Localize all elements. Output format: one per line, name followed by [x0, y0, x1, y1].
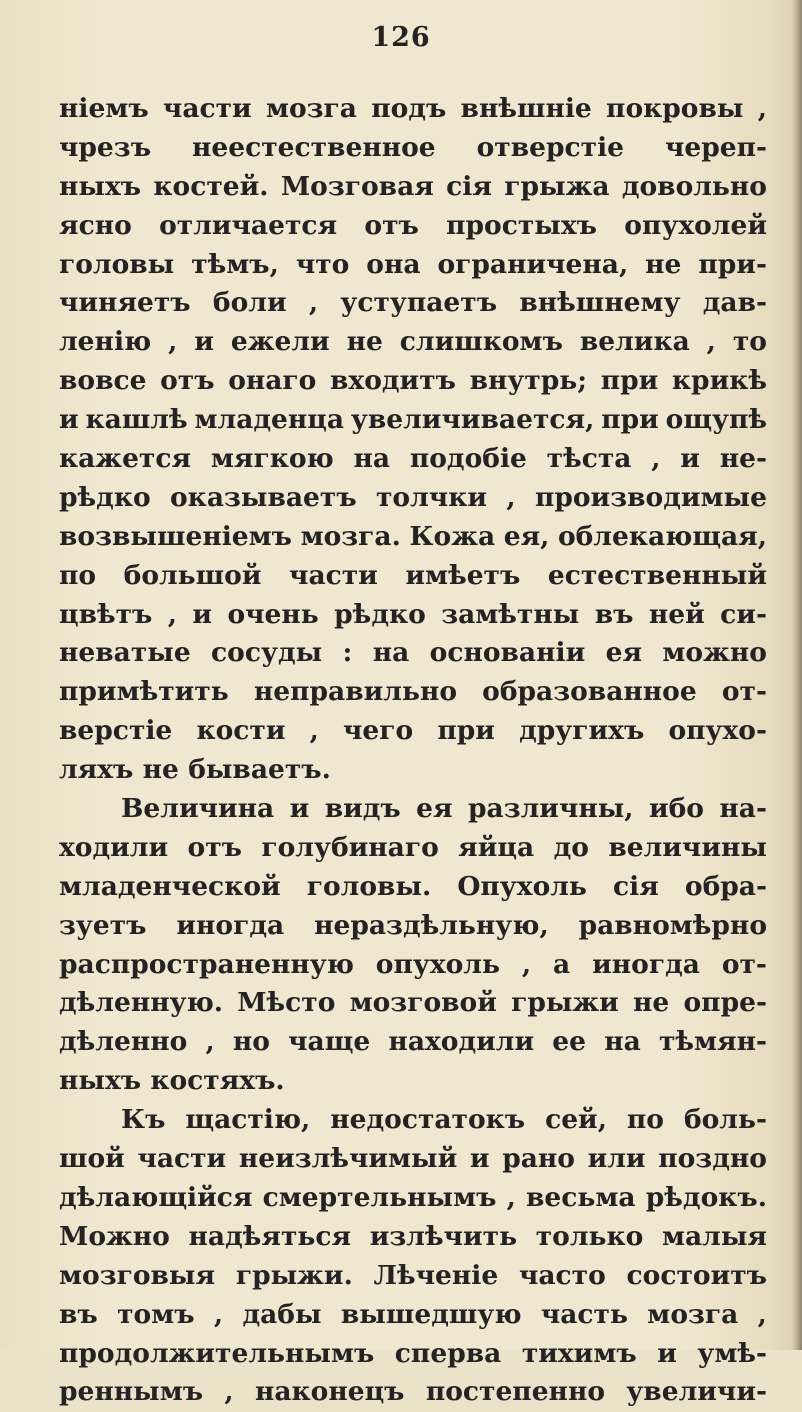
- word: дабы: [242, 1298, 322, 1330]
- word: ,: [167, 598, 177, 630]
- word: ограничена,: [437, 248, 629, 280]
- word: вышедшую: [340, 1298, 522, 1330]
- word: ,: [706, 326, 716, 358]
- word: ,: [521, 948, 532, 980]
- word: Величина: [121, 793, 275, 825]
- word: она: [366, 248, 421, 280]
- word: при-: [698, 248, 767, 280]
- text-line: [59, 479, 767, 518]
- word: не: [633, 987, 670, 1019]
- word: костей.: [153, 170, 269, 202]
- word: ,: [224, 1376, 234, 1408]
- word: находили: [388, 1026, 535, 1058]
- word: ,: [506, 1181, 516, 1213]
- text-line: [59, 1179, 767, 1218]
- word: опухоль: [375, 948, 500, 980]
- word: мозга: [647, 1298, 739, 1330]
- text-line: [59, 168, 767, 207]
- word: равномѣрно: [578, 909, 767, 941]
- text-line: [59, 946, 767, 985]
- word: реннымъ: [59, 1376, 204, 1408]
- word: неватые: [59, 637, 191, 669]
- word: мозговой: [349, 987, 497, 1019]
- word: рѣдко: [59, 481, 151, 513]
- word: не: [346, 326, 383, 358]
- text-line: [59, 751, 767, 790]
- text-line: [59, 907, 767, 946]
- word: ныхъ: [59, 1065, 142, 1097]
- word: ленію: [59, 326, 152, 358]
- word: по: [59, 559, 97, 591]
- word: отъ: [160, 365, 215, 397]
- word: дѣлающійся: [59, 1181, 253, 1213]
- word: наконецъ: [254, 1376, 405, 1408]
- word: ощупѣ: [665, 404, 767, 436]
- word: велика: [579, 326, 690, 358]
- word: при: [600, 365, 659, 397]
- word: дѣленную.: [59, 987, 223, 1019]
- word: въ: [59, 1298, 98, 1330]
- word: или: [587, 1143, 646, 1175]
- word: боль-: [683, 1104, 767, 1136]
- word: костяхъ.: [150, 1065, 285, 1097]
- word: подъ: [371, 93, 447, 124]
- word: обра-: [684, 870, 767, 902]
- word: имѣетъ: [405, 559, 521, 591]
- word: ,: [205, 1026, 215, 1058]
- word: на: [353, 443, 391, 475]
- text-line: [59, 829, 767, 868]
- word: опухо-: [668, 715, 767, 747]
- word: мозговыя: [59, 1259, 216, 1291]
- word: ибо: [648, 793, 704, 825]
- word: внутрь;: [469, 365, 588, 397]
- word: опре-: [683, 987, 767, 1019]
- text-line: [59, 401, 767, 440]
- word: распространенную: [59, 948, 354, 980]
- word: тихимъ: [521, 1337, 637, 1369]
- word: верстіе: [59, 715, 173, 747]
- word: другихъ: [519, 715, 645, 747]
- word: неправильно: [253, 676, 458, 708]
- word: не: [142, 754, 179, 786]
- word: на-: [719, 793, 767, 825]
- word: облекающая,: [557, 520, 767, 552]
- word: ,: [168, 326, 178, 358]
- word: вовсе: [59, 365, 147, 397]
- word: ,: [309, 715, 319, 747]
- word: увеличи-: [626, 1376, 767, 1408]
- text-line: [59, 984, 767, 1023]
- word: томъ: [117, 1298, 195, 1330]
- word: грыжа: [504, 170, 610, 202]
- word: рѣдко: [334, 598, 426, 630]
- word: рѣдокъ.: [645, 1181, 767, 1213]
- text-line: [59, 129, 767, 168]
- word: отъ: [187, 831, 242, 863]
- word: кажется: [59, 443, 192, 475]
- word: входитъ: [329, 365, 456, 397]
- word: ,: [651, 443, 661, 475]
- word: части: [137, 1143, 227, 1175]
- text-line: [59, 362, 767, 401]
- word: только: [535, 1220, 644, 1252]
- word: чаще: [288, 1026, 371, 1058]
- word: примѣтить: [59, 676, 229, 708]
- text-line: [59, 1062, 767, 1101]
- word: часто: [518, 1259, 606, 1291]
- word: мягкою: [210, 443, 334, 475]
- word: шой: [59, 1143, 125, 1175]
- word: части: [289, 559, 378, 591]
- text-line: [59, 712, 767, 751]
- page-number: 126: [371, 22, 431, 53]
- word: до: [553, 831, 589, 863]
- word: от-: [721, 676, 767, 708]
- word: Опухоль: [457, 870, 587, 902]
- word: ея: [416, 793, 453, 825]
- word: подобіе: [409, 443, 527, 475]
- word: слишкомъ: [399, 326, 563, 358]
- word: надѣяться: [188, 1220, 352, 1252]
- word: простыхъ: [446, 209, 597, 241]
- word: отверстіе: [476, 131, 624, 163]
- text-line: [59, 634, 767, 673]
- word: весьма: [526, 1181, 636, 1213]
- word: Кожа: [409, 520, 496, 552]
- word: и: [657, 1337, 677, 1369]
- word: кашлѣ: [85, 404, 188, 436]
- text-line: [59, 246, 767, 285]
- word: а: [553, 948, 571, 980]
- word: умѣ-: [697, 1337, 767, 1369]
- word: нераздѣльную,: [314, 909, 549, 941]
- word: и: [469, 1143, 490, 1175]
- word: грыжи.: [235, 1259, 353, 1291]
- word: иногда: [592, 948, 700, 980]
- word: мозга.: [300, 520, 401, 552]
- word: неестественное: [191, 131, 436, 163]
- word: производимые: [534, 481, 767, 513]
- binding-shadow: [792, 0, 802, 1350]
- paragraph: [59, 790, 767, 1101]
- word: тѣста: [546, 443, 632, 475]
- word: ея: [605, 637, 643, 669]
- word: Къ: [121, 1104, 166, 1136]
- word: череп-: [664, 131, 767, 163]
- word: Мозговая: [280, 170, 434, 202]
- word: крикѣ: [671, 365, 767, 397]
- word: ,: [757, 93, 767, 124]
- word: неизлѣчимый: [238, 1143, 458, 1175]
- word: бываетъ.: [188, 754, 331, 786]
- word: си-: [720, 598, 767, 630]
- text-line: [59, 1296, 767, 1335]
- text-line: [59, 790, 767, 829]
- word: но: [232, 1026, 270, 1058]
- text-line: [59, 207, 767, 246]
- word: Мѣсто: [237, 987, 336, 1019]
- paragraph: [59, 1101, 767, 1412]
- text-line: [59, 1335, 767, 1374]
- word: ныхъ: [59, 170, 142, 202]
- word: замѣтны: [441, 598, 580, 630]
- word: можно: [662, 637, 767, 669]
- word: ляхъ: [59, 754, 134, 786]
- word: не-: [719, 443, 767, 475]
- word: тѣмъ,: [191, 248, 279, 280]
- text-line: [59, 1023, 767, 1062]
- text-line: [59, 284, 767, 323]
- word: естественный: [547, 559, 767, 591]
- text-line: [59, 1373, 767, 1412]
- text-line: [59, 557, 767, 596]
- word: смертельнымъ: [262, 1181, 497, 1213]
- word: недостатокъ: [330, 1104, 526, 1136]
- word: сія: [613, 870, 659, 902]
- word: ней: [648, 598, 705, 630]
- word: чего: [343, 715, 414, 747]
- word: видъ: [324, 793, 401, 825]
- text-line: [59, 1218, 767, 1257]
- word: отъ: [364, 209, 419, 241]
- word: поздно: [658, 1143, 767, 1175]
- word: покровы: [606, 93, 744, 124]
- word: цвѣтъ: [59, 598, 153, 630]
- word: боли: [212, 287, 287, 319]
- word: часть: [540, 1298, 628, 1330]
- text-line: [59, 90, 767, 129]
- word: въ: [594, 598, 634, 630]
- text-block: [59, 90, 767, 1412]
- word: величины: [608, 831, 767, 863]
- word: ежели: [230, 326, 330, 358]
- word: онаго: [228, 365, 317, 397]
- text-line: [59, 1140, 767, 1179]
- word: сія: [446, 170, 492, 202]
- word: яйца: [458, 831, 535, 863]
- word: и: [680, 443, 700, 475]
- word: иногда: [176, 909, 285, 941]
- word: основаніи: [429, 637, 586, 669]
- text-line: [59, 1101, 767, 1140]
- word: очень: [227, 598, 319, 630]
- word: от-: [721, 948, 767, 980]
- word: постепенно: [425, 1376, 606, 1408]
- word: на: [604, 1026, 641, 1058]
- word: чиняетъ: [59, 287, 191, 319]
- word: ніемъ: [59, 93, 149, 124]
- word: младенца: [194, 404, 345, 436]
- word: ея,: [503, 520, 550, 552]
- word: малыя: [661, 1220, 767, 1252]
- word: толчки: [376, 481, 487, 513]
- word: и: [194, 326, 214, 358]
- word: ходили: [59, 831, 169, 863]
- word: :: [342, 637, 353, 669]
- word: опухолей: [624, 209, 767, 241]
- word: продолжительнымъ: [59, 1337, 375, 1369]
- word: ее: [552, 1026, 587, 1058]
- word: щастію,: [185, 1104, 311, 1136]
- word: отличается: [159, 209, 338, 241]
- word: и: [192, 598, 213, 630]
- word: большой: [123, 559, 262, 591]
- word: различны,: [468, 793, 634, 825]
- text-line: [59, 440, 767, 479]
- word: сосуды: [211, 637, 323, 669]
- text-line: [59, 673, 767, 712]
- word: голубинаго: [261, 831, 439, 863]
- word: чрезъ: [59, 131, 152, 163]
- word: оказываетъ: [170, 481, 357, 513]
- text-line: [59, 323, 767, 362]
- word: головы.: [306, 870, 432, 902]
- word: состоитъ: [626, 1259, 767, 1291]
- word: что: [295, 248, 350, 280]
- text-line: [59, 1257, 767, 1296]
- word: сей,: [545, 1104, 607, 1136]
- word: внѣшнему: [519, 287, 681, 319]
- word: ,: [506, 481, 516, 513]
- word: младенческой: [59, 870, 281, 902]
- word: внѣшніе: [460, 93, 592, 124]
- word: довольно: [621, 170, 767, 202]
- word: ясно: [59, 209, 132, 241]
- paragraph: [59, 90, 767, 790]
- word: ,: [757, 1298, 767, 1330]
- word: при: [601, 404, 659, 436]
- word: уступаетъ: [340, 287, 498, 319]
- word: Можно: [59, 1220, 170, 1252]
- word: ,: [308, 287, 319, 319]
- word: увеличивается,: [350, 404, 595, 436]
- word: тѣмян-: [658, 1026, 767, 1058]
- word: зуетъ: [59, 909, 147, 941]
- word: на: [372, 637, 410, 669]
- word: и: [59, 404, 79, 436]
- word: по: [626, 1104, 664, 1136]
- word: части: [162, 93, 252, 124]
- word: мозга: [265, 93, 357, 124]
- word: и: [289, 793, 310, 825]
- word: сперва: [394, 1337, 502, 1369]
- word: дѣленно: [59, 1026, 188, 1058]
- word: образованное: [482, 676, 697, 708]
- word: рано: [502, 1143, 575, 1175]
- word: дав-: [702, 287, 767, 319]
- word: возвышеніемъ: [59, 520, 292, 552]
- word: не: [645, 248, 682, 280]
- word: излѣчить: [369, 1220, 518, 1252]
- word: грыжи: [511, 987, 619, 1019]
- word: Лѣченіе: [373, 1259, 499, 1291]
- text-line: [59, 596, 767, 635]
- word: то: [732, 326, 767, 358]
- word: ,: [213, 1298, 224, 1330]
- text-line: [59, 518, 767, 557]
- text-line: [59, 868, 767, 907]
- word: при: [437, 715, 495, 747]
- word: кости: [196, 715, 286, 747]
- word: головы: [59, 248, 175, 280]
